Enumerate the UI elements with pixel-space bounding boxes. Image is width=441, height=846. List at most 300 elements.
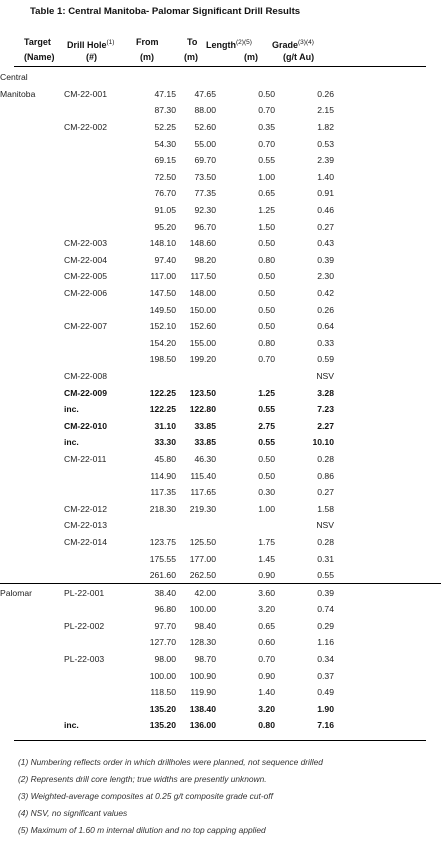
header-to: To [187, 37, 198, 47]
cell-to: 96.70 [194, 221, 216, 232]
cell-grade: NSV [316, 520, 334, 531]
table-row [0, 135, 441, 152]
header-grade-unit: (g/t Au) [283, 52, 315, 62]
table-row [0, 684, 441, 701]
cell-spacer [334, 119, 441, 136]
table-row [0, 368, 441, 385]
cell-grade: 0.43 [317, 238, 334, 249]
cell-hole [64, 335, 130, 352]
cell-from: 127.70 [149, 637, 176, 648]
cell-hole [64, 202, 130, 219]
cell-from: 91.05 [154, 205, 176, 216]
cell-to: 73.50 [194, 171, 216, 182]
cell-hole [64, 634, 130, 651]
cell-grade: 0.39 [275, 584, 334, 601]
cell-length: 1.00 [258, 171, 275, 182]
cell-spacer [334, 417, 441, 434]
cell-length: 0.55 [258, 155, 275, 166]
cell-grade: 0.31 [317, 553, 334, 564]
cell-to: 117.50 [190, 271, 216, 282]
cell-hole: CM-22-009 [64, 387, 107, 398]
cell-from: 100.00 [149, 670, 176, 681]
table-row [0, 467, 441, 484]
cell-from: 47.15 [154, 88, 176, 99]
cell-to [176, 368, 216, 385]
cell-from: 97.70 [154, 620, 176, 631]
cell-to: 123.50 [189, 387, 216, 398]
table-row [0, 301, 441, 318]
cell-hole: CM-22-004 [64, 254, 107, 265]
cell-to: 88.00 [194, 105, 216, 116]
cell-grade: 1.58 [317, 503, 334, 514]
cell-grade: 0.26 [317, 88, 334, 99]
table-row [0, 451, 441, 468]
cell-target [0, 135, 64, 152]
table-row [0, 550, 441, 567]
cell-hole: CM-22-001 [64, 88, 107, 99]
cell-spacer [334, 651, 441, 668]
cell-to: 119.90 [190, 687, 216, 698]
cell-from: 45.80 [154, 453, 176, 464]
cell-hole [64, 601, 130, 618]
table-row [0, 235, 441, 252]
cell-length: 0.35 [258, 122, 275, 133]
cell-spacer [334, 86, 441, 103]
table-row [0, 601, 441, 618]
table-body [0, 69, 441, 734]
cell-hole: CM-22-005 [64, 271, 107, 282]
cell-length: 0.70 [258, 138, 275, 149]
cell-hole [64, 102, 130, 119]
cell-length: 1.40 [258, 687, 275, 698]
cell-spacer [334, 368, 441, 385]
cell-from: 218.30 [149, 503, 176, 514]
cell-target [0, 667, 64, 684]
cell-length: 0.90 [258, 670, 275, 681]
cell-from: 76.70 [154, 188, 176, 199]
cell-length: 1.50 [258, 221, 275, 232]
table-row [0, 584, 441, 601]
cell-grade: 2.39 [317, 155, 334, 166]
cell-length: 1.45 [258, 553, 275, 564]
header-target-unit: (Name) [24, 52, 55, 62]
cell-target [0, 701, 64, 718]
cell-spacer [334, 534, 441, 551]
cell-to: 122.80 [189, 404, 216, 415]
cell-length: 0.65 [258, 620, 275, 631]
table-row [0, 285, 441, 302]
cell-grade: 0.33 [317, 337, 334, 348]
cell-spacer [334, 202, 441, 219]
cell-target [0, 351, 64, 368]
cell-length: 0.50 [258, 321, 275, 332]
cell-target [0, 567, 64, 584]
cell-to: 177.00 [189, 553, 216, 564]
cell-spacer [334, 185, 441, 202]
cell-from: 95.20 [154, 221, 176, 232]
cell-spacer [334, 69, 441, 86]
header-hole-unit: (#) [86, 52, 97, 62]
cell-length: 3.20 [258, 604, 275, 615]
cell-target [0, 434, 64, 451]
cell-hole [64, 69, 130, 86]
cell-from: 122.25 [149, 404, 176, 415]
table-row [0, 484, 441, 501]
cell-length: 0.65 [258, 188, 275, 199]
table-row [0, 634, 441, 651]
cell-length: 0.90 [258, 570, 275, 581]
cell-target [0, 252, 64, 269]
table-row [0, 717, 441, 734]
table-row [0, 500, 441, 517]
cell-grade: 0.55 [317, 570, 334, 581]
cell-from: 135.20 [149, 720, 176, 731]
cell-grade: 2.30 [317, 271, 334, 282]
cell-from: 54.30 [154, 138, 176, 149]
cell-to: 100.90 [189, 670, 216, 681]
cell-to: 128.30 [189, 637, 216, 648]
cell-to: 152.60 [189, 321, 216, 332]
table-row [0, 218, 441, 235]
cell-to: 100.00 [189, 604, 216, 615]
cell-to: 148.00 [189, 288, 216, 299]
table-row [0, 152, 441, 169]
cell-grade: 0.34 [317, 654, 334, 665]
table-row [0, 417, 441, 434]
cell-to: 42.00 [176, 584, 216, 601]
cell-grade: 0.46 [317, 205, 334, 216]
cell-target [0, 368, 64, 385]
cell-hole: inc. [64, 404, 79, 415]
cell-target [0, 618, 64, 635]
cell-target [0, 202, 64, 219]
cell-from: 149.50 [149, 304, 176, 315]
cell-target [0, 601, 64, 618]
cell-from: 69.15 [154, 155, 176, 166]
header-grade-footnote: (3)(4) [298, 39, 314, 46]
cell-spacer [334, 102, 441, 119]
table-row [0, 351, 441, 368]
cell-length: 1.25 [258, 387, 275, 398]
cell-target [0, 335, 64, 352]
cell-hole: CM-22-008 [64, 370, 107, 381]
footnote-5: (5) Maximum of 1.60 m internal dilution and no top capping applied [18, 825, 266, 835]
cell-to: 33.85 [194, 420, 216, 431]
header-from-unit: (m) [140, 52, 154, 62]
cell-spacer [334, 684, 441, 701]
cell-grade: 0.42 [317, 288, 334, 299]
table-row [0, 202, 441, 219]
cell-from: 118.50 [150, 687, 176, 698]
cell-grade [275, 69, 334, 86]
cell-from: 135.20 [149, 703, 176, 714]
cell-to: 125.50 [189, 536, 216, 547]
header-hole-footnote: (1) [106, 39, 115, 46]
cell-spacer [334, 351, 441, 368]
table-row [0, 401, 441, 418]
cell-hole [64, 701, 130, 718]
table-row [0, 119, 441, 136]
cell-grade: 0.28 [317, 453, 334, 464]
cell-to: 55.00 [194, 138, 216, 149]
cell-from: 175.55 [149, 553, 176, 564]
cell-target [0, 500, 64, 517]
cell-hole [64, 667, 130, 684]
cell-length: 0.50 [258, 453, 275, 464]
cell-grade: 0.64 [317, 321, 334, 332]
cell-length: 0.70 [258, 654, 275, 665]
header-from: From [136, 37, 159, 47]
cell-to: 33.85 [194, 437, 216, 448]
cell-grade: 7.16 [317, 720, 334, 731]
cell-spacer [334, 169, 441, 186]
header-length-footnote: (2)(5) [236, 39, 252, 46]
cell-from: 38.40 [130, 584, 176, 601]
table-row [0, 517, 441, 534]
cell-spacer [334, 318, 441, 335]
cell-target [0, 384, 64, 401]
cell-target [0, 634, 64, 651]
cell-from: 147.50 [149, 288, 176, 299]
cell-target [0, 185, 64, 202]
table-row [0, 169, 441, 186]
footnote-1: (1) Numbering reflects order in which drillholes were planned, not sequence drilled [18, 757, 323, 767]
cell-from: 117.00 [150, 271, 176, 282]
cell-length [216, 517, 275, 534]
table-row [0, 335, 441, 352]
cell-hole: CM-22-007 [64, 321, 107, 332]
cell-spacer [334, 634, 441, 651]
cell-grade: 1.90 [317, 703, 334, 714]
cell-hole: CM-22-013 [64, 520, 107, 531]
cell-spacer [334, 500, 441, 517]
table-row [0, 701, 441, 718]
cell-spacer [334, 451, 441, 468]
cell-target [0, 417, 64, 434]
cell-hole [64, 185, 130, 202]
cell-hole [64, 467, 130, 484]
cell-length: 0.30 [258, 487, 275, 498]
cell-grade: 1.16 [317, 637, 334, 648]
cell-hole: PL-22-001 [64, 584, 130, 601]
cell-length [216, 368, 275, 385]
cell-length: 0.80 [258, 720, 275, 731]
cell-to: 138.40 [189, 703, 216, 714]
cell-target [0, 484, 64, 501]
cell-target: Manitoba [0, 88, 36, 99]
header-hole-label: Drill Hole [67, 40, 107, 50]
cell-hole [64, 218, 130, 235]
cell-to: 69.70 [194, 155, 216, 166]
cell-hole [64, 301, 130, 318]
cell-to: 47.65 [194, 88, 216, 99]
cell-target [0, 534, 64, 551]
cell-hole: CM-22-003 [64, 238, 107, 249]
cell-length: 0.50 [258, 288, 275, 299]
table-row [0, 534, 441, 551]
table-row [0, 185, 441, 202]
cell-target [0, 717, 64, 734]
cell-length: 0.60 [258, 637, 275, 648]
cell-to: 115.40 [190, 470, 216, 481]
table-row [0, 618, 441, 635]
cell-to: 136.00 [189, 720, 216, 731]
cell-length: 1.75 [258, 536, 275, 547]
cell-to: 77.35 [194, 188, 216, 199]
table-row [0, 434, 441, 451]
cell-from: 31.10 [154, 420, 176, 431]
cell-length: 0.50 [258, 238, 275, 249]
cell-spacer [334, 384, 441, 401]
cell-length: 0.70 [258, 354, 275, 365]
cell-spacer [334, 601, 441, 618]
cell-grade: 3.28 [317, 387, 334, 398]
cell-target: Palomar [0, 584, 64, 601]
cell-length: 1.25 [258, 205, 275, 216]
header-grade-label: Grade [272, 40, 299, 50]
cell-from: 123.75 [149, 536, 176, 547]
cell-hole: inc. [64, 720, 79, 731]
cell-hole: PL-22-002 [64, 620, 105, 631]
cell-spacer [334, 135, 441, 152]
cell-from: 97.40 [154, 254, 176, 265]
cell-length: 1.00 [258, 503, 275, 514]
cell-target [0, 268, 64, 285]
cell-to: 46.30 [194, 453, 216, 464]
cell-to: 199.20 [189, 354, 216, 365]
table-row [0, 384, 441, 401]
cell-to: 117.65 [190, 487, 216, 498]
table-row [0, 69, 441, 86]
cell-hole: CM-22-011 [64, 453, 107, 464]
table-title: Table 1: Central Manitoba- Palomar Significant Drill Results [30, 6, 301, 17]
cell-to: 92.30 [194, 205, 216, 216]
cell-to: 98.70 [194, 654, 216, 665]
cell-spacer [334, 401, 441, 418]
cell-length: 3.60 [216, 584, 275, 601]
cell-target [0, 517, 64, 534]
cell-grade: 0.91 [317, 188, 334, 199]
cell-grade: 10.10 [312, 437, 334, 448]
cell-hole: CM-22-006 [64, 288, 107, 299]
cell-hole: CM-22-014 [64, 536, 107, 547]
cell-to: 155.00 [189, 337, 216, 348]
footnote-3: (3) Weighted-average composites at 0.25 g/t composite grade cut-off [18, 791, 273, 801]
cell-to: 219.30 [189, 503, 216, 514]
cell-spacer [334, 252, 441, 269]
cell-grade: NSV [316, 370, 334, 381]
cell-from: 52.25 [154, 122, 176, 133]
cell-to: 150.00 [189, 304, 216, 315]
cell-spacer [334, 467, 441, 484]
cell-length: 0.50 [258, 470, 275, 481]
cell-length: 3.20 [258, 703, 275, 714]
cell-from: 87.30 [154, 105, 176, 116]
cell-length [216, 69, 275, 86]
cell-hole [64, 567, 130, 584]
table-row [0, 318, 441, 335]
cell-grade: 0.86 [317, 470, 334, 481]
cell-target: Central [0, 72, 28, 83]
cell-grade: 0.49 [317, 687, 334, 698]
cell-hole [64, 351, 130, 368]
cell-grade: 0.39 [317, 254, 334, 265]
cell-spacer [334, 584, 441, 601]
cell-target [0, 651, 64, 668]
cell-to: 148.60 [189, 238, 216, 249]
cell-spacer [334, 484, 441, 501]
header-to-unit: (m) [184, 52, 198, 62]
cell-hole [64, 135, 130, 152]
cell-spacer [334, 335, 441, 352]
table-row [0, 667, 441, 684]
cell-grade: 0.74 [317, 604, 334, 615]
cell-length: 2.75 [258, 420, 275, 431]
table-row [0, 252, 441, 269]
cell-target [0, 235, 64, 252]
cell-spacer [334, 152, 441, 169]
cell-from: 122.25 [149, 387, 176, 398]
cell-grade: 0.29 [317, 620, 334, 631]
cell-length: 0.55 [258, 404, 275, 415]
cell-length: 0.50 [258, 88, 275, 99]
cell-target [0, 218, 64, 235]
cell-hole [64, 484, 130, 501]
cell-from: 154.20 [149, 337, 176, 348]
cell-from: 261.60 [149, 570, 176, 581]
cell-to: 262.50 [189, 570, 216, 581]
cell-grade: 2.27 [317, 420, 334, 431]
cell-length: 0.70 [258, 105, 275, 116]
cell-hole [64, 152, 130, 169]
cell-spacer [334, 218, 441, 235]
cell-hole [64, 169, 130, 186]
cell-to [176, 69, 216, 86]
cell-hole: CM-22-012 [64, 503, 107, 514]
cell-spacer [334, 285, 441, 302]
cell-spacer [334, 717, 441, 734]
cell-target [0, 684, 64, 701]
cell-target [0, 550, 64, 567]
cell-spacer [334, 701, 441, 718]
cell-spacer [334, 434, 441, 451]
cell-from: 33.30 [154, 437, 176, 448]
cell-grade: 0.37 [317, 670, 334, 681]
footnotes [18, 754, 323, 839]
cell-target [0, 285, 64, 302]
cell-target [0, 401, 64, 418]
cell-grade: 1.40 [317, 171, 334, 182]
cell-hole [64, 684, 130, 701]
cell-to: 52.60 [194, 122, 216, 133]
cell-from: 152.10 [149, 321, 176, 332]
cell-grade: 0.26 [317, 304, 334, 315]
cell-hole: CM-22-002 [64, 122, 107, 133]
cell-target [0, 119, 64, 136]
cell-from: 148.10 [149, 238, 176, 249]
cell-grade: 0.59 [317, 354, 334, 365]
header-length-label: Length [206, 40, 236, 50]
cell-length: 0.50 [258, 304, 275, 315]
header-length-unit: (m) [244, 52, 258, 62]
table-bottom-rule [14, 740, 426, 741]
cell-spacer [334, 235, 441, 252]
cell-length: 0.80 [258, 254, 275, 265]
cell-from [130, 517, 176, 534]
cell-grade: 7.23 [317, 404, 334, 415]
cell-from: 96.80 [154, 604, 176, 615]
table-row [0, 102, 441, 119]
